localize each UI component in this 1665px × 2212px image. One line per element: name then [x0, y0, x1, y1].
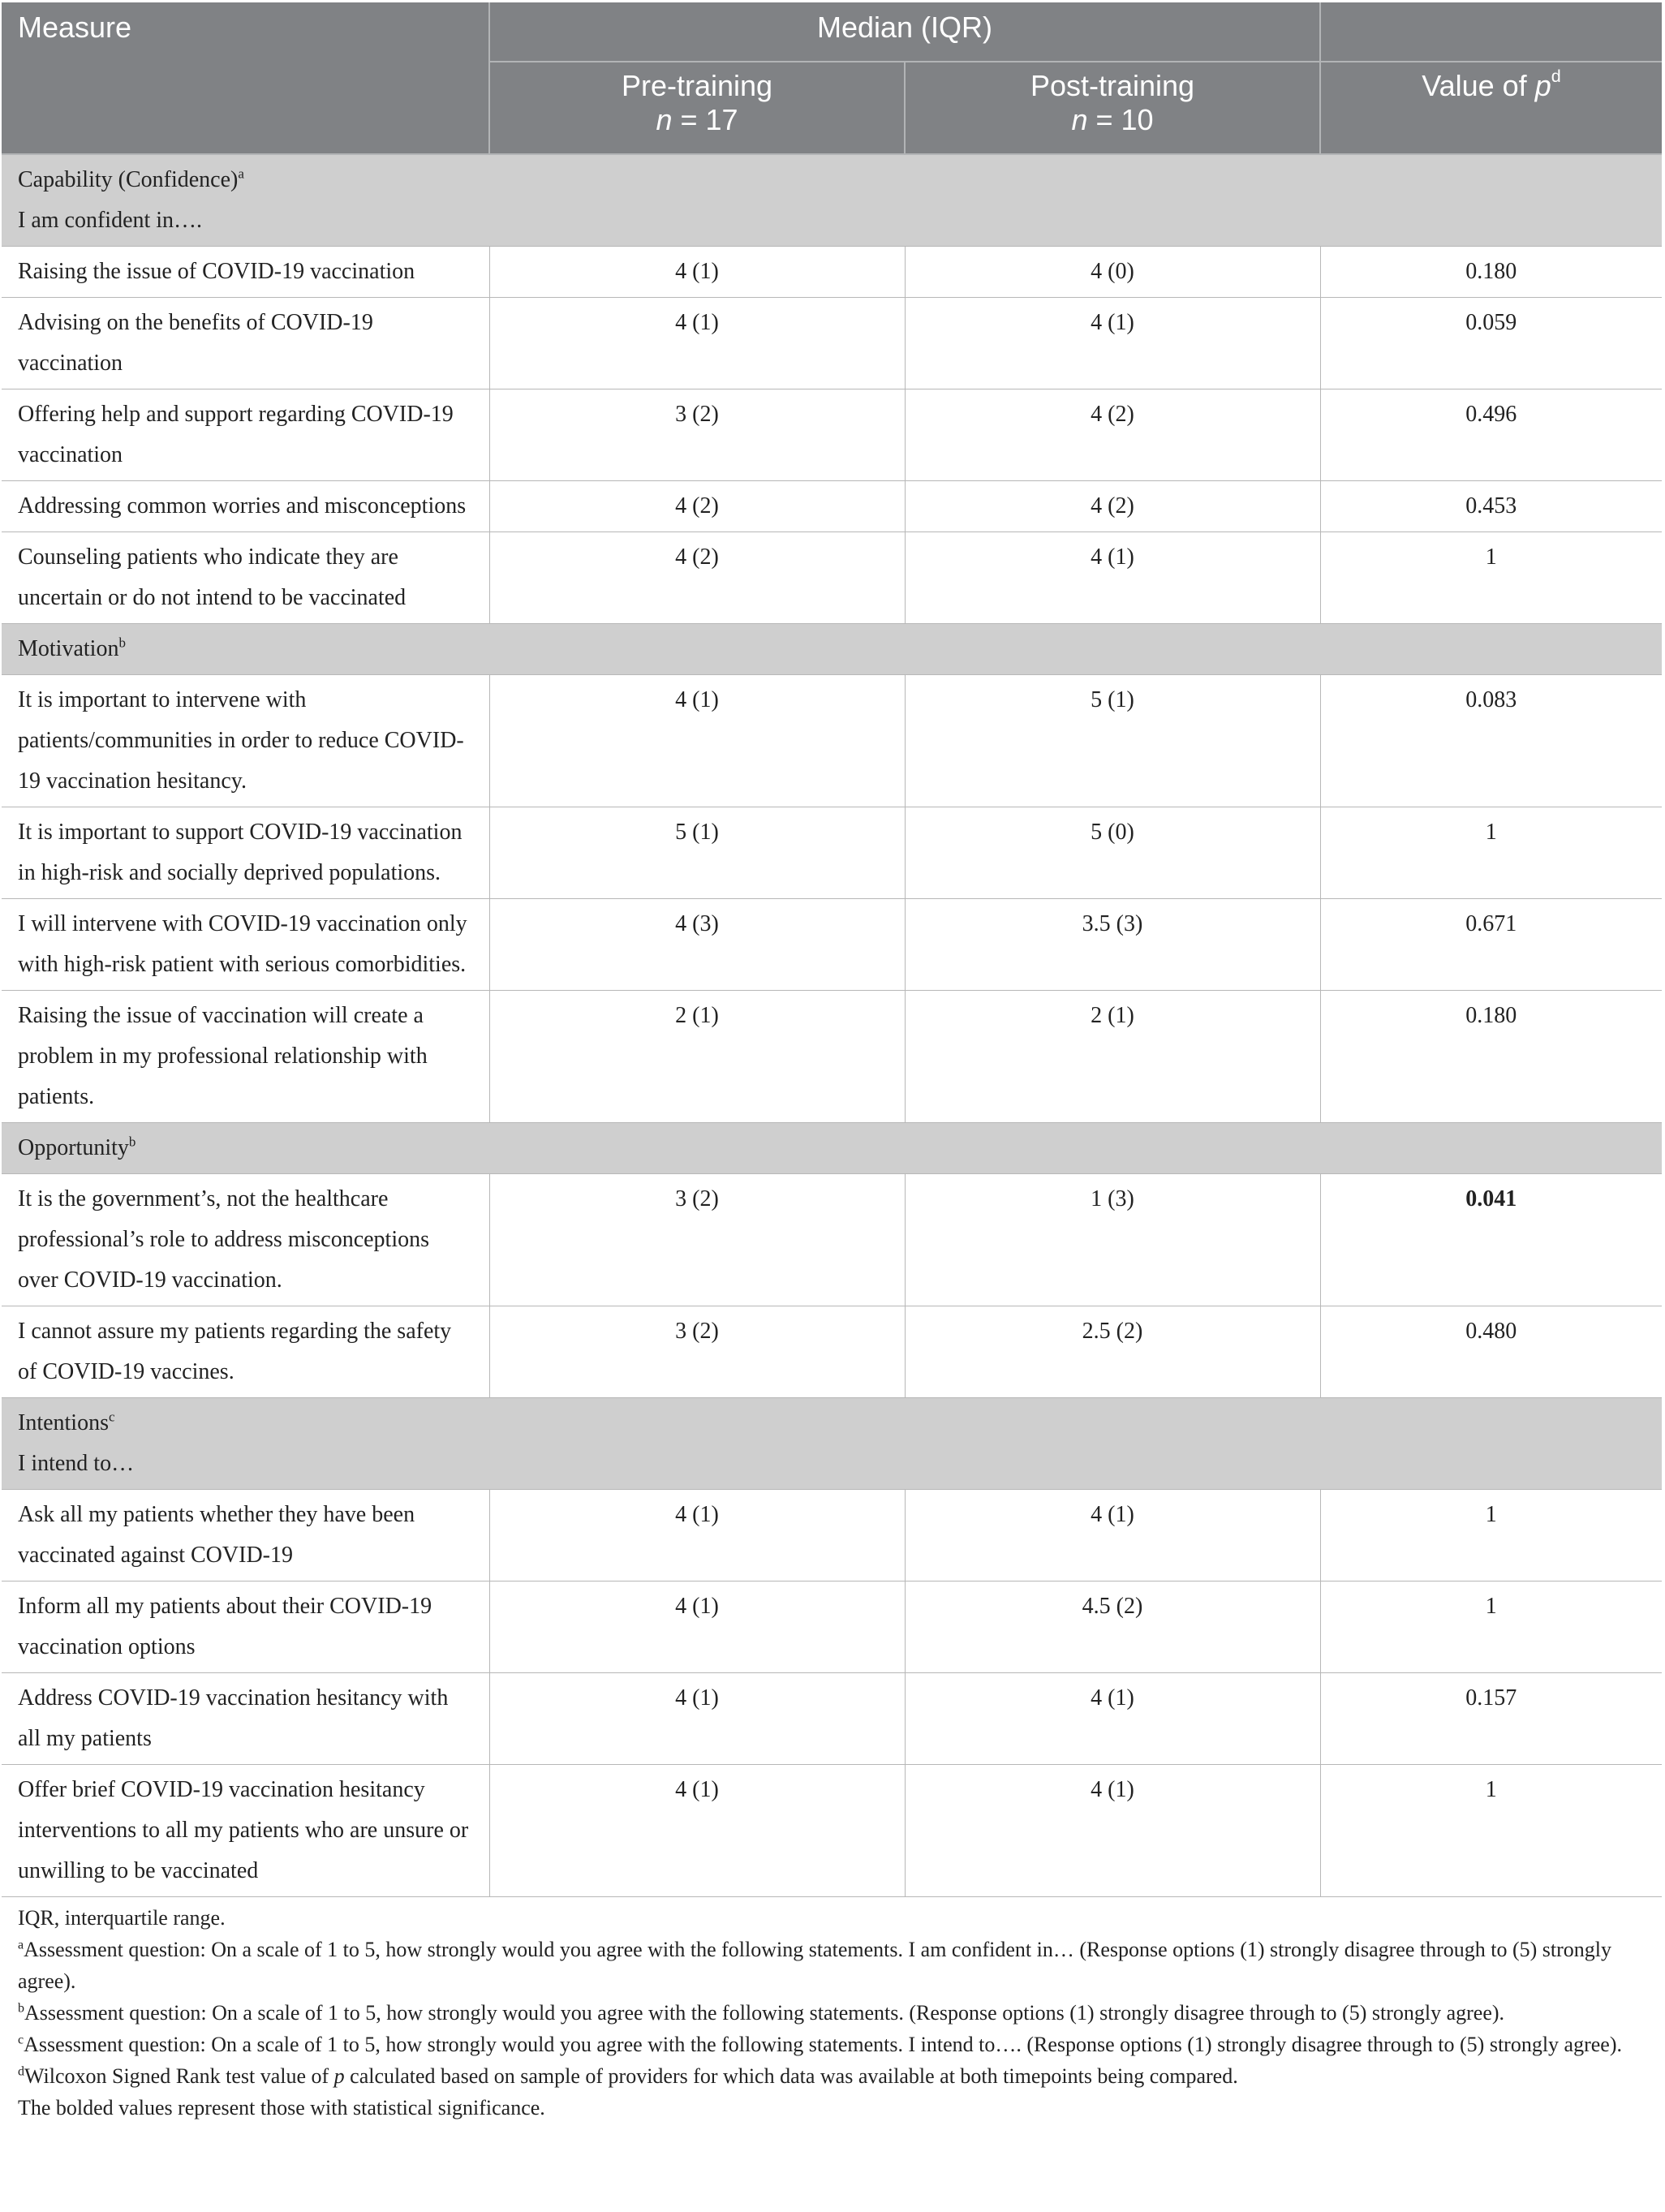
cell-p-value: 1: [1320, 1582, 1662, 1673]
cell-p-value: 0.041: [1320, 1174, 1662, 1306]
cell-pre-training: 4 (2): [489, 481, 905, 532]
header-pvalue-p: p: [1534, 69, 1551, 102]
cell-post-training: 4 (0): [905, 247, 1320, 298]
section-header-cell: [2, 624, 1662, 675]
section-header-row: [2, 624, 1662, 675]
section-title-line: [18, 1403, 1646, 1444]
cell-measure: It is important to support COVID-19 vaccination in high-risk and socially deprived populations.: [2, 807, 489, 899]
footnote-c-text: Assessment question: On a scale of 1 to 5, how strongly would you agree with the following statements. I intend to…. (Response options (1) strongly disagree through to (5) strongly agree).: [24, 2033, 1622, 2056]
section-header-cell: [2, 1398, 1662, 1490]
section-header-row: [2, 1123, 1662, 1174]
section-title-line: [18, 629, 1646, 669]
header-pre-n: [506, 103, 888, 137]
cell-p-value: 0.059: [1320, 298, 1662, 389]
footnote-bold-note: The bolded values represent those with statistical significance.: [18, 2096, 545, 2119]
section-title: Motivation: [18, 636, 119, 661]
cell-measure: Offering help and support regarding COVID-19 vaccination: [2, 389, 489, 481]
cell-measure: Counseling patients who indicate they are uncertain or do not intend to be vaccinated: [2, 532, 489, 624]
cell-post-training: 4 (1): [905, 532, 1320, 624]
header-post-n-label: n: [1071, 103, 1088, 136]
cell-post-training: 4 (2): [905, 481, 1320, 532]
table-row: [2, 1174, 1662, 1306]
cell-post-training: 1 (3): [905, 1174, 1320, 1306]
cell-post-training: 4 (1): [905, 1490, 1320, 1582]
cell-post-training: 4 (2): [905, 389, 1320, 481]
cell-pre-training: 2 (1): [489, 991, 905, 1123]
cell-pre-training: 4 (2): [489, 532, 905, 624]
cell-measure: Raising the issue of vaccination will create a problem in my professional relationship with patients.: [2, 991, 489, 1123]
header-median-iqr-label: Median (IQR): [816, 11, 993, 44]
cell-post-training: 2.5 (2): [905, 1306, 1320, 1398]
cell-p-value: 1: [1320, 1490, 1662, 1582]
cell-measure: I cannot assure my patients regarding the safety of COVID-19 vaccines.: [2, 1306, 489, 1398]
cell-post-training: 4.5 (2): [905, 1582, 1320, 1673]
cell-pre-training: 4 (1): [489, 247, 905, 298]
results-table: [2, 2, 1662, 1897]
cell-p-value: 1: [1320, 807, 1662, 899]
cell-post-training: 2 (1): [905, 991, 1320, 1123]
table-body: [2, 154, 1662, 1897]
footnote-d-text-1: Wilcoxon Signed Rank test value of: [24, 2064, 334, 2088]
cell-post-training: 4 (1): [905, 1765, 1320, 1897]
header-pre-n-value: = 17: [672, 103, 738, 136]
table-row: [2, 389, 1662, 481]
cell-p-value: 0.083: [1320, 675, 1662, 807]
table-row: [2, 298, 1662, 389]
header-pvalue-sup: d: [1551, 66, 1561, 86]
cell-p-value: 0.157: [1320, 1673, 1662, 1765]
header-pre-training: [489, 62, 905, 154]
section-footnote-marker: a: [238, 166, 244, 182]
cell-measure: Raising the issue of COVID-19 vaccination: [2, 247, 489, 298]
cell-measure: Offer brief COVID-19 vaccination hesitancy interventions to all my patients who are unsure or unwilling to be vaccinated: [2, 1765, 489, 1897]
header-measure: [2, 2, 489, 154]
table-row: [2, 1673, 1662, 1765]
header-median-iqr: [489, 2, 1320, 62]
results-table-document: [2, 2, 1662, 2124]
cell-p-value: 1: [1320, 532, 1662, 624]
header-post-training-label: Post-training: [1030, 69, 1195, 102]
footnote-c-marker: c: [18, 2033, 24, 2047]
section-header-cell: [2, 1123, 1662, 1174]
cell-measure: Inform all my patients about their COVID-19 vaccination options: [2, 1582, 489, 1673]
footnote-b: [18, 1997, 1646, 2029]
cell-post-training: 3.5 (3): [905, 899, 1320, 991]
cell-p-value: 0.496: [1320, 389, 1662, 481]
footnote-d: [18, 2060, 1646, 2092]
cell-measure: Ask all my patients whether they have been vaccinated against COVID-19: [2, 1490, 489, 1582]
table-row: [2, 1582, 1662, 1673]
footnote-b-marker: b: [18, 2001, 24, 2016]
cell-post-training: 5 (1): [905, 675, 1320, 807]
cell-pre-training: 4 (3): [489, 899, 905, 991]
section-header-row: [2, 154, 1662, 247]
header-measure-label: Measure: [18, 11, 132, 44]
table-row: [2, 991, 1662, 1123]
cell-pre-training: 5 (1): [489, 807, 905, 899]
header-blank: [1320, 2, 1662, 62]
cell-pre-training: 4 (1): [489, 675, 905, 807]
section-header-row: [2, 1398, 1662, 1490]
cell-measure: I will intervene with COVID-19 vaccination only with high-risk patient with serious comorbidities.: [2, 899, 489, 991]
table-row: [2, 1306, 1662, 1398]
cell-p-value: 0.453: [1320, 481, 1662, 532]
cell-p-value: 0.180: [1320, 247, 1662, 298]
section-footnote-marker: b: [118, 635, 126, 651]
cell-post-training: 4 (1): [905, 1673, 1320, 1765]
header-pre-n-label: n: [656, 103, 673, 136]
cell-pre-training: 3 (2): [489, 389, 905, 481]
cell-pre-training: 3 (2): [489, 1174, 905, 1306]
table-row: [2, 481, 1662, 532]
table-row: [2, 807, 1662, 899]
cell-p-value: 0.180: [1320, 991, 1662, 1123]
header-pre-training-label: Pre-training: [621, 69, 773, 102]
section-title-line: [18, 1128, 1646, 1168]
cell-post-training: 4 (1): [905, 298, 1320, 389]
header-pvalue-label: Value of: [1422, 69, 1535, 102]
footnote-a-text: Assessment question: On a scale of 1 to 5, how strongly would you agree with the following statements. I am confident in… (Response options (1) strongly disagree through to (5) strongly agree).: [18, 1938, 1612, 1993]
section-subtitle: I intend to…: [18, 1451, 135, 1476]
cell-p-value: 0.671: [1320, 899, 1662, 991]
cell-post-training: 5 (0): [905, 807, 1320, 899]
cell-measure: Addressing common worries and misconceptions: [2, 481, 489, 532]
table-row: [2, 1490, 1662, 1582]
section-title: Intentions: [18, 1410, 109, 1435]
footnote-d-text-2: calculated based on sample of providers for which data was available at both timepoints being compared.: [344, 2064, 1238, 2088]
section-title: Capability (Confidence): [18, 167, 239, 192]
cell-pre-training: 4 (1): [489, 1673, 905, 1765]
table-header: [2, 2, 1662, 154]
cell-p-value: 1: [1320, 1765, 1662, 1897]
cell-pre-training: 4 (1): [489, 1582, 905, 1673]
header-post-n-value: = 10: [1087, 103, 1154, 136]
table-row: [2, 675, 1662, 807]
cell-pre-training: 4 (1): [489, 298, 905, 389]
cell-measure: It is important to intervene with patients/communities in order to reduce COVID-19 vaccination hesitancy.: [2, 675, 489, 807]
header-pvalue: [1320, 62, 1662, 154]
header-post-training: [905, 62, 1320, 154]
section-footnote-marker: c: [109, 1409, 115, 1425]
footnote-a-marker: a: [18, 1938, 24, 1952]
footnote-a: [18, 1934, 1646, 1997]
footnote-d-p: p: [333, 2064, 345, 2088]
section-header-cell: [2, 154, 1662, 247]
header-post-n: [922, 103, 1303, 137]
table-row: [2, 247, 1662, 298]
cell-pre-training: 4 (1): [489, 1765, 905, 1897]
footnote-b-text: Assessment question: On a scale of 1 to 5, how strongly would you agree with the following statements. (Response options (1) strongly disagree through to (5) strongly agree).: [24, 2001, 1505, 2025]
cell-pre-training: 4 (1): [489, 1490, 905, 1582]
section-footnote-marker: b: [128, 1134, 136, 1150]
table-row: [2, 1765, 1662, 1897]
cell-p-value: 0.480: [1320, 1306, 1662, 1398]
section-title-line: [18, 160, 1646, 200]
section-title: Opportunity: [18, 1135, 129, 1160]
table-footnotes: [2, 1897, 1662, 2124]
footnote-c: [18, 2029, 1646, 2060]
table-row: [2, 532, 1662, 624]
section-subtitle: I am confident in….: [18, 208, 203, 233]
cell-pre-training: 3 (2): [489, 1306, 905, 1398]
cell-measure: Address COVID-19 vaccination hesitancy with all my patients: [2, 1673, 489, 1765]
cell-measure: Advising on the benefits of COVID-19 vaccination: [2, 298, 489, 389]
footnote-d-marker: d: [18, 2064, 24, 2079]
footnote-iqr: IQR, interquartile range.: [18, 1906, 226, 1930]
cell-measure: It is the government’s, not the healthcare professional’s role to address misconceptions over COVID-19 vaccination.: [2, 1174, 489, 1306]
table-row: [2, 899, 1662, 991]
